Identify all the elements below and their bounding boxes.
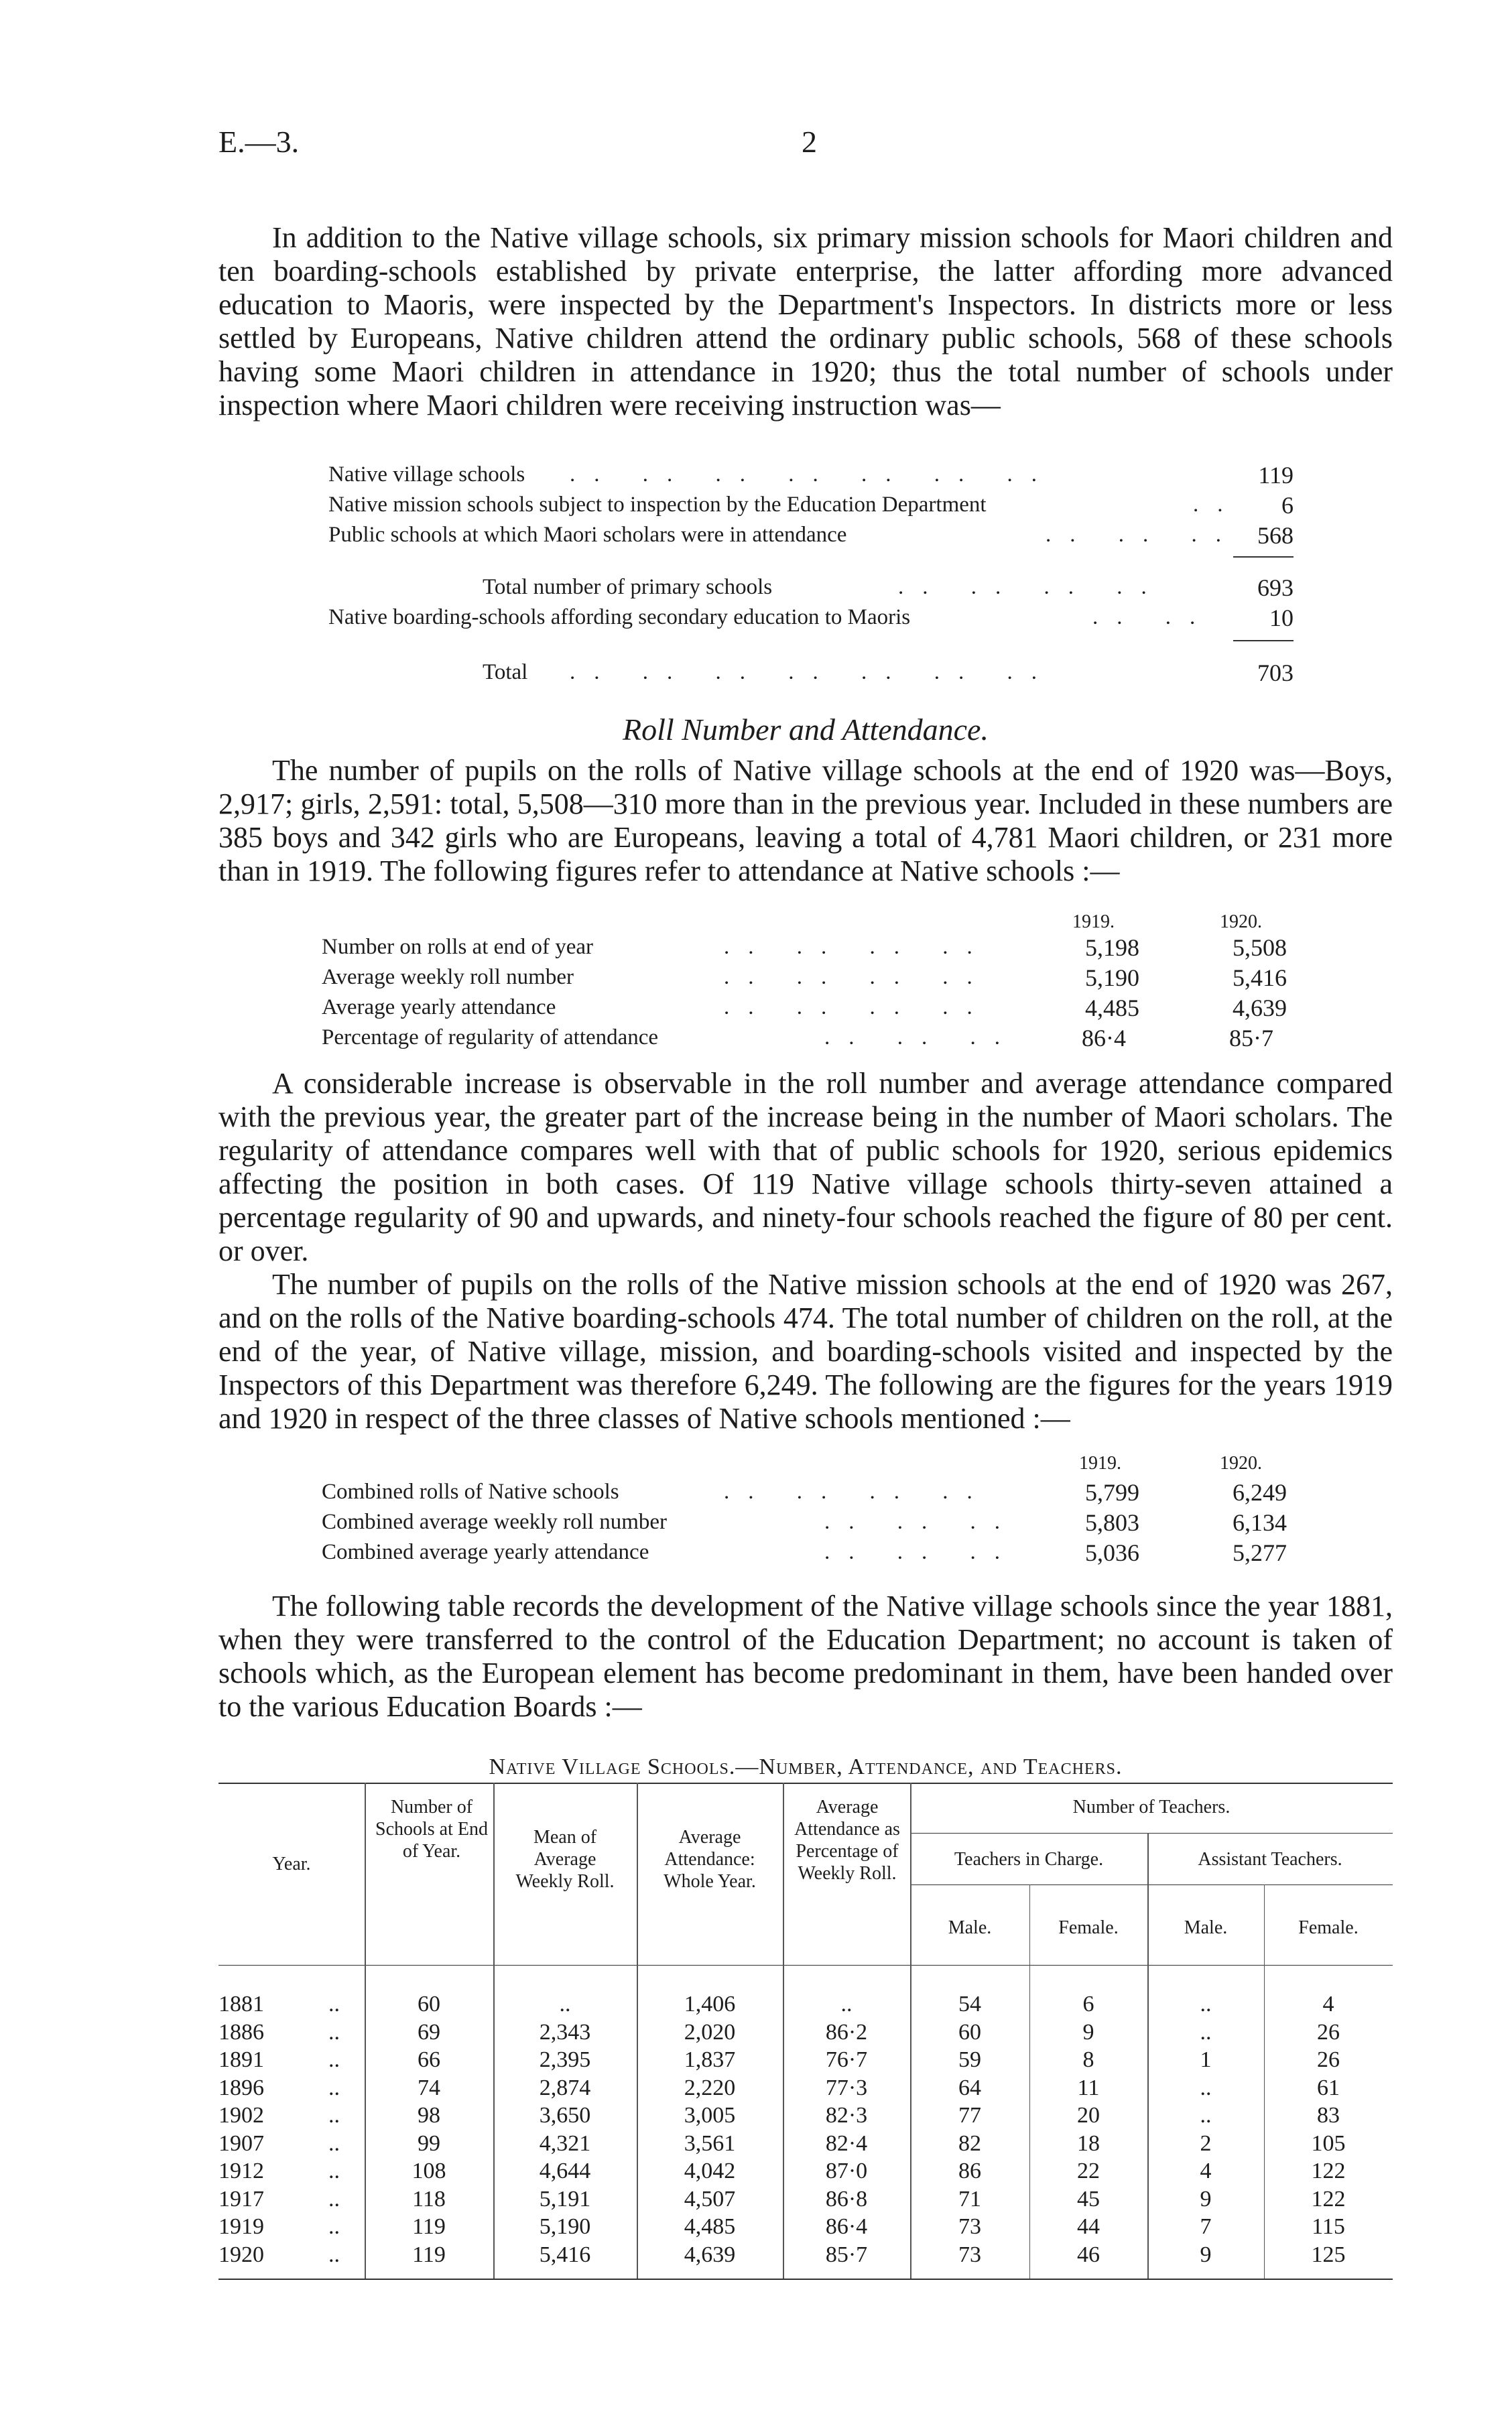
table-cell-cm: 59 [958, 2047, 981, 2072]
schools-list-label: Native boarding-schools affording secondary education to Maoris [328, 605, 911, 629]
table-cell-cf: 22 [1077, 2159, 1100, 2183]
section-heading: Roll Number and Attendance. [623, 712, 989, 747]
table-cell-schools: 60 [418, 1992, 440, 2017]
schools-list-label: Native village schools [328, 462, 525, 487]
table-cell-avg: 4,042 [684, 2159, 736, 2183]
leader-dots: .. .. .. [824, 1025, 1019, 1049]
value-1919: 4,485 [1085, 995, 1139, 1021]
table-cell-cf: 18 [1077, 2130, 1100, 2156]
leader-dots: .. .. .. [824, 1540, 1019, 1564]
table-cell-schools: 74 [418, 2075, 440, 2100]
header-number-of-teachers: Number of Teachers. [1072, 1797, 1231, 1817]
table-row-year: 1912 [218, 2159, 264, 2183]
leader-dots: .. .. [1092, 605, 1214, 629]
table-row-year: 1891 [218, 2047, 264, 2072]
leader-dots: .. .. .. [1046, 523, 1240, 547]
table-row-year: 1919 [218, 2214, 264, 2239]
leader-dots: .. .. .. .. [724, 935, 991, 959]
leader-dots: .. .. .. .. [724, 965, 991, 989]
table-cell-af: 26 [1317, 2019, 1340, 2045]
header-female: Female. [1058, 1917, 1119, 1938]
header-male: Male. [1184, 1917, 1228, 1938]
table-cell-avg: 4,639 [684, 2242, 736, 2267]
leader-dots: .. .. .. [824, 1510, 1019, 1534]
schools-list-value: 119 [1258, 462, 1294, 489]
value-1920: 6,249 [1233, 1479, 1287, 1506]
value-1920: 85·7 [1229, 1025, 1273, 1051]
table-cell-af: 4 [1322, 1992, 1334, 2017]
table-cell-mean: .. [559, 1992, 571, 2017]
table-cell-schools: 99 [418, 2130, 440, 2156]
value-1919: 5,190 [1085, 964, 1139, 991]
table-title: Native Village Schools.—Number, Attendance, and Teachers. [489, 1754, 1123, 1779]
table-top-rule [218, 1783, 1393, 1784]
table-cell-avg: 2,020 [684, 2019, 736, 2045]
table-cell-cf: 9 [1082, 2019, 1094, 2045]
table-cell-am: 9 [1200, 2242, 1212, 2267]
table-cell-pct: 87·0 [825, 2159, 868, 2183]
schools-list-value: 6 [1281, 492, 1294, 519]
table-cell-pct: 86·8 [825, 2186, 868, 2212]
table-cell-cf: 8 [1082, 2047, 1094, 2072]
year-header: 1919. [1072, 911, 1115, 932]
table-cell-schools: 119 [412, 2214, 446, 2239]
table-cell-mean: 5,190 [539, 2214, 591, 2239]
table-cell-schools: 119 [412, 2242, 446, 2267]
table-cell-cf: 6 [1082, 1992, 1094, 2017]
schools-list-value: 10 [1269, 604, 1294, 631]
header-avg-attendance: Average Attendance: Whole Year. [664, 1827, 756, 1892]
roll-paragraph [218, 754, 1393, 888]
table-cell-cm: 73 [958, 2214, 981, 2239]
table-row-year: 1920 [218, 2242, 264, 2267]
value-1920: 4,639 [1233, 995, 1287, 1021]
table-intro-paragraph [218, 1590, 1393, 1724]
table-cell-cm: 71 [958, 2186, 981, 2212]
table-cell-pct: .. [840, 1992, 853, 2017]
table-row-year: 1896 [218, 2075, 264, 2100]
value-1919: 5,799 [1085, 1479, 1139, 1506]
table-cell-cm: 54 [958, 1992, 981, 2017]
report-code: E.—3. [218, 125, 300, 159]
table-cell-avg: 4,507 [684, 2186, 736, 2212]
intro-paragraph [218, 221, 1393, 422]
table-cell-cm: 77 [958, 2103, 981, 2128]
paragraph-2: The number of pupils on the rolls of Native village schools at the end of 1920 was—Boys, 2,917; girls, 2,591: total, 5,508—310 more than in the previous year. Included in these numbers are 385 boys and 342 girls who are Europeans, leaving a total of 4,781 Maori children, or 231 more than in 1919. The following figures refer to attendance at Native schools :— [218, 754, 1393, 887]
leader-dots: .. [328, 2242, 340, 2267]
table-cell-am: 4 [1200, 2159, 1212, 2183]
table-cell-am: .. [1200, 2103, 1212, 2128]
table-cell-cm: 86 [958, 2159, 981, 2183]
attendance-row-label: Average yearly attendance [322, 995, 556, 1019]
value-1920: 5,277 [1233, 1539, 1287, 1566]
table-row-year: 1886 [218, 2019, 264, 2045]
table-cell-mean: 2,874 [539, 2075, 591, 2100]
table-cell-af: 61 [1317, 2075, 1340, 2100]
table-cell-pct: 85·7 [825, 2242, 868, 2267]
table-cell-cm: 73 [958, 2242, 981, 2267]
table-cell-cf: 11 [1077, 2075, 1100, 2100]
leader-dots: .. [328, 1992, 340, 2017]
table-cell-avg: 4,485 [684, 2214, 736, 2239]
table-cell-pct: 86·4 [825, 2214, 868, 2239]
paragraph-3: A considerable increase is observable in the roll number and average attendance compared with the previous year, the greater part of the increase being in the number of Maori scholars. The regularity of attendance compares well with that of public schools for 1920, serious epidemics affecting the position in both cases. Of 119 Native village schools thirty-seven attained a percentage regularity of 90 and upwards, and ninety-four schools reached the figure of 80 per cent. or over. [218, 1067, 1393, 1267]
header-percentage: Average Attendance as Percentage of Weekly Roll. [794, 1797, 900, 1884]
combined-row-label: Combined average weekly roll number [322, 1510, 667, 1534]
schools-total-label: Total [483, 660, 528, 684]
leader-dots: .. [1193, 493, 1242, 517]
table-cell-am: .. [1200, 2075, 1212, 2100]
table-cell-af: 105 [1311, 2130, 1346, 2156]
table-cell-mean: 4,644 [539, 2159, 591, 2183]
value-1920: 6,134 [1233, 1509, 1287, 1536]
schools-list-label: Native mission schools subject to inspection by the Education Department [328, 493, 987, 517]
table-cell-cf: 46 [1077, 2242, 1100, 2267]
leader-dots: .. [328, 2186, 340, 2212]
header-year: Year. [272, 1854, 311, 1874]
year-header: 1920. [1220, 911, 1262, 932]
year-header: 1919. [1079, 1453, 1121, 1474]
table-cell-cf: 20 [1077, 2103, 1100, 2128]
table-cell-af: 115 [1312, 2214, 1345, 2239]
page-number: 2 [802, 125, 817, 159]
table-cell-mean: 5,191 [539, 2186, 591, 2212]
combined-row-label: Combined average yearly attendance [322, 1540, 649, 1564]
table-row-year: 1907 [218, 2130, 264, 2156]
value-1919: 86·4 [1082, 1025, 1126, 1051]
table-cell-mean: 2,343 [539, 2019, 591, 2045]
subtotal-rule [1233, 556, 1294, 558]
table-cell-am: 9 [1200, 2186, 1212, 2212]
table-cell-am: .. [1200, 2019, 1212, 2045]
table-cell-cm: 60 [958, 2019, 981, 2045]
leader-dots: .. .. .. .. [898, 575, 1166, 599]
table-cell-af: 122 [1311, 2186, 1346, 2212]
header-teachers-in-charge: Teachers in Charge. [954, 1849, 1104, 1870]
discussion-paragraphs [218, 1067, 1393, 1435]
leader-dots: .. [328, 2159, 340, 2183]
leader-dots: .. .. .. .. [724, 1480, 991, 1504]
table-cell-schools: 69 [418, 2019, 440, 2045]
table-cell-schools: 108 [412, 2159, 446, 2183]
schools-list-value: 568 [1257, 522, 1294, 549]
table-cell-pct: 76·7 [825, 2047, 868, 2072]
table-cell-schools: 66 [418, 2047, 440, 2072]
table-cell-avg: 2,220 [684, 2075, 736, 2100]
schools-total-value: 703 [1257, 659, 1294, 686]
leader-dots: .. .. .. .. .. .. .. [570, 660, 1056, 684]
table-cell-avg: 1,406 [684, 1992, 736, 2017]
table-cell-mean: 5,416 [539, 2242, 591, 2267]
header-mean-roll: Mean of Average Weekly Roll. [515, 1827, 615, 1892]
leader-dots: .. .. .. .. .. .. .. [570, 462, 1056, 487]
value-1919: 5,036 [1085, 1539, 1139, 1566]
table-cell-am: .. [1200, 1992, 1212, 2017]
leader-dots: .. [328, 2214, 340, 2239]
table-cell-cf: 44 [1077, 2214, 1100, 2239]
value-1920: 5,508 [1233, 934, 1287, 961]
leader-dots: .. [328, 2130, 340, 2156]
table-cell-mean: 2,395 [539, 2047, 591, 2072]
table-cell-avg: 3,561 [684, 2130, 736, 2156]
table-cell-af: 125 [1311, 2242, 1346, 2267]
year-header: 1920. [1220, 1453, 1262, 1474]
header-male: Male. [948, 1917, 992, 1938]
leader-dots: .. [328, 2075, 340, 2100]
combined-row-label: Combined rolls of Native schools [322, 1480, 619, 1504]
header-bottom-rule [218, 1965, 1393, 1966]
leader-dots: .. [328, 2047, 340, 2072]
header-assistant-teachers: Assistant Teachers. [1198, 1849, 1342, 1870]
schools-list-label: Public schools at which Maori scholars were in attendance [328, 523, 847, 547]
table-row-year: 1881 [218, 1992, 264, 2017]
leader-dots: .. [328, 2103, 340, 2128]
table-bottom-rule [218, 2279, 1393, 2280]
paragraph-4: The number of pupils on the rolls of the Native mission schools at the end of 1920 was 267, and on the rolls of the Native boarding-schools 474. The total number of children on the roll, at the end of the year, of Native village, mission, and boarding-schools visited and inspected by the Inspectors of this Department was therefore 6,249. The following are the figures for the years 1919 and 1920 in respect of the three classes of Native schools mentioned :— [218, 1268, 1393, 1435]
paragraph-5: The following table records the development of the Native village schools since the year 1881, when they were transferred to the control of the Education Department; no account is taken of schools which, as the European element has become predominant in them, have been handed over to the various Education Boards :— [218, 1590, 1393, 1723]
paragraph-1: In addition to the Native village schools, six primary mission schools for Maori children and ten boarding-schools established by private enterprise, the latter affording more advanced education to Maoris, were inspected by the Department's Inspectors. In districts more or less settled by Europeans, Native children attend the ordinary public schools, 568 of these schools having some Maori children in attendance in 1920; thus the total number of schools under inspection where Maori children were receiving instruction was— [218, 221, 1393, 422]
table-cell-mean: 3,650 [539, 2103, 591, 2128]
table-cell-af: 122 [1311, 2159, 1346, 2183]
table-cell-af: 26 [1317, 2047, 1340, 2072]
table-cell-schools: 118 [412, 2186, 446, 2212]
leader-dots: .. .. .. .. [724, 995, 991, 1019]
table-cell-pct: 77·3 [825, 2075, 868, 2100]
teachers-subheader-rule [910, 1833, 1393, 1834]
table-row-year: 1902 [218, 2103, 264, 2128]
table-cell-am: 2 [1200, 2130, 1212, 2156]
attendance-row-label: Percentage of regularity of attendance [322, 1025, 659, 1049]
leader-dots: .. [328, 2019, 340, 2045]
table-cell-cm: 64 [958, 2075, 981, 2100]
header-schools: Number of Schools at End of Year. [375, 1797, 488, 1862]
table-cell-af: 83 [1317, 2103, 1340, 2128]
attendance-row-label: Average weekly roll number [322, 965, 574, 989]
total-rule [1233, 640, 1294, 641]
table-row-year: 1917 [218, 2186, 264, 2212]
value-1919: 5,198 [1085, 934, 1139, 961]
table-cell-am: 1 [1200, 2047, 1212, 2072]
schools-list-value: 693 [1257, 574, 1294, 601]
table-cell-avg: 3,005 [684, 2103, 736, 2128]
sex-subheader-rule [910, 1884, 1393, 1885]
table-cell-cf: 45 [1077, 2186, 1100, 2212]
value-1919: 5,803 [1085, 1509, 1139, 1536]
table-cell-pct: 82·4 [825, 2130, 868, 2156]
table-cell-avg: 1,837 [684, 2047, 736, 2072]
schools-list-subtotal-label: Total number of primary schools [483, 575, 773, 599]
value-1920: 5,416 [1233, 964, 1287, 991]
header-female: Female. [1298, 1917, 1359, 1938]
table-cell-cm: 82 [958, 2130, 981, 2156]
table-cell-schools: 98 [418, 2103, 440, 2128]
table-cell-am: 7 [1200, 2214, 1212, 2239]
attendance-row-label: Number on rolls at end of year [322, 935, 594, 959]
table-cell-pct: 86·2 [825, 2019, 868, 2045]
table-cell-pct: 82·3 [825, 2103, 868, 2128]
table-cell-mean: 4,321 [539, 2130, 591, 2156]
